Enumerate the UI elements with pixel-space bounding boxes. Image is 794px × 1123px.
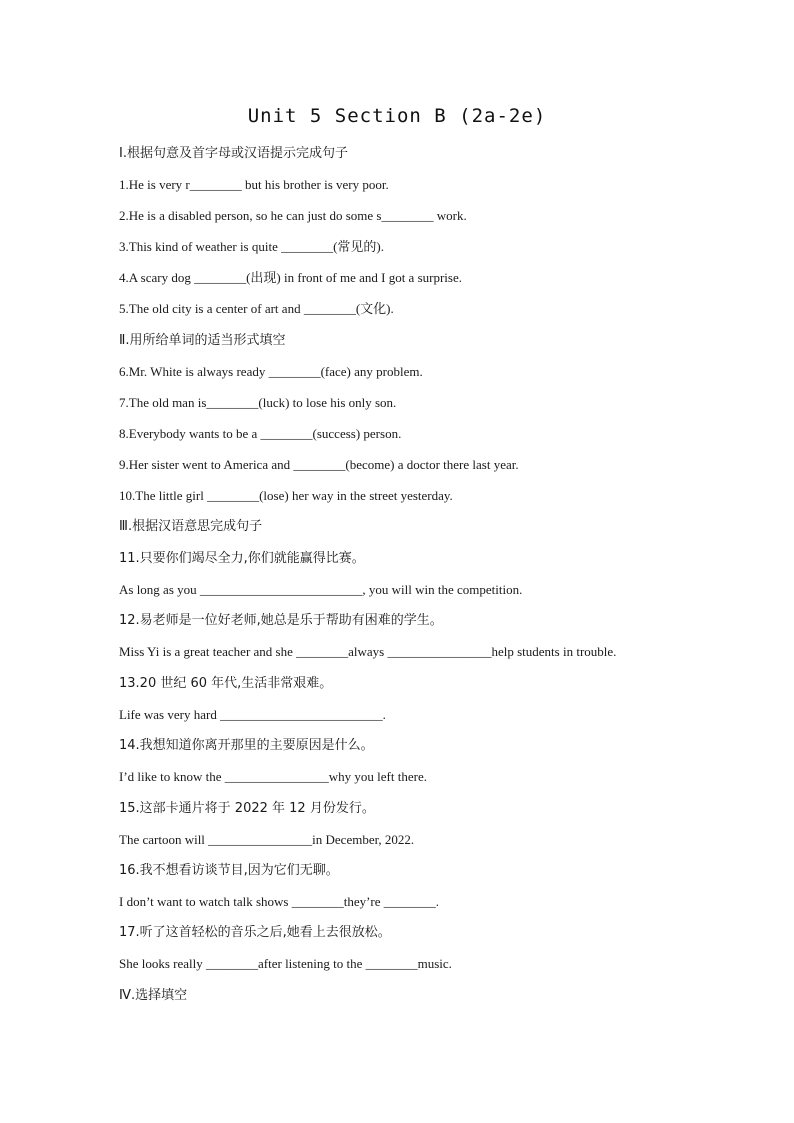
section-heading-2: Ⅱ.用所给单词的适当形式填空 — [119, 333, 286, 348]
question-12-prompt: 12.易老师是一位好老师,她总是乐于帮助有困难的学生。 — [119, 613, 443, 628]
question-4: 4.A scary dog ________(出现) in front of me and I got a surprise. — [119, 270, 462, 285]
question-8: 8.Everybody wants to be a ________(success) person. — [119, 426, 402, 441]
page-title: Unit 5 Section B (2a-2e) — [247, 105, 547, 127]
question-10: 10.The little girl ________(lose) her way in the street yesterday. — [119, 488, 453, 503]
question-11-answer: As long as you _________________________, you will win the competition. — [119, 582, 523, 597]
question-7: 7.The old man is________(luck) to lose his only son. — [119, 395, 397, 410]
question-2: 2.He is a disabled person, so he can just do some s________ work. — [119, 208, 467, 223]
question-15-answer: The cartoon will ________________in December, 2022. — [119, 832, 415, 847]
question-16-prompt: 16.我不想看访谈节目,因为它们无聊。 — [119, 863, 339, 878]
section-heading-1: Ⅰ.根据句意及首字母或汉语提示完成句子 — [119, 146, 348, 161]
question-14-answer: I’d like to know the ________________why you left there. — [119, 769, 427, 784]
question-14-prompt: 14.我想知道你离开那里的主要原因是什么。 — [119, 738, 374, 753]
question-16-answer: I don’t want to watch talk shows ________they’re ________. — [119, 894, 440, 909]
question-6: 6.Mr. White is always ready ________(face) any problem. — [119, 364, 423, 379]
question-3: 3.This kind of weather is quite ________(常见的). — [119, 239, 385, 254]
section-heading-4: Ⅳ.选择填空 — [119, 988, 188, 1003]
question-13-answer: Life was very hard _________________________. — [119, 707, 386, 722]
question-5: 5.The old city is a center of art and ________(文化). — [119, 301, 394, 316]
question-17-prompt: 17.听了这首轻松的音乐之后,她看上去很放松。 — [119, 925, 391, 940]
question-1: 1.He is very r________ but his brother is very poor. — [119, 177, 389, 192]
question-17-answer: She looks really ________after listening to the ________music. — [119, 956, 452, 971]
question-9: 9.Her sister went to America and ________(become) a doctor there last year. — [119, 457, 519, 472]
question-12-answer: Miss Yi is a great teacher and she ________always ________________help students in trouble. — [119, 644, 617, 659]
question-11-prompt: 11.只要你们竭尽全力,你们就能赢得比赛。 — [119, 551, 365, 566]
question-13-prompt: 13.20 世纪 60 年代,生活非常艰难。 — [119, 676, 333, 691]
section-heading-3: Ⅲ.根据汉语意思完成句子 — [119, 519, 263, 534]
question-15-prompt: 15.这部卡通片将于 2022 年 12 月份发行。 — [119, 801, 375, 816]
